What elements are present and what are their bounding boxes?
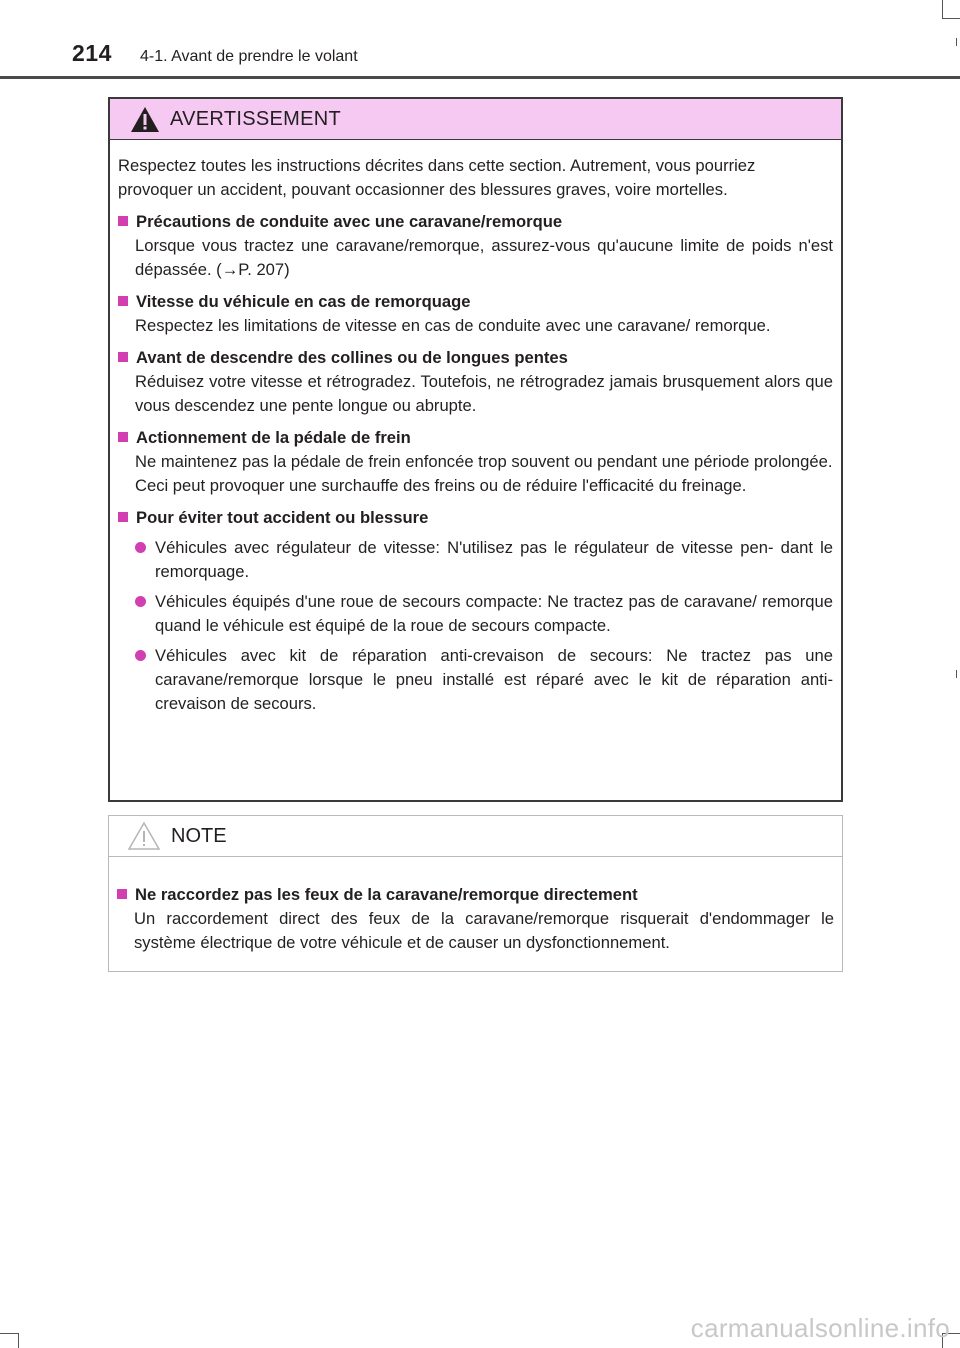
section-title: 4-1. Avant de prendre le volant (140, 48, 358, 65)
round-bullet-icon (135, 596, 146, 607)
crop-mark (942, 0, 943, 18)
warning-bullet: Véhicules équipés d'une roue de secours compacte: Ne tractez pas de caravane/ remorque quand le véhicule est équipé de la roue de secours compacte. (118, 590, 833, 638)
warning-header (110, 99, 841, 140)
square-bullet-icon (118, 296, 128, 306)
warning-text: Ceci peut provoquer une surchauffe des freins ou de réduire l'efficacité du freinage. (135, 476, 747, 495)
warning-heading: Vitesse du véhicule en cas de remorquage (118, 290, 833, 314)
warning-box (108, 97, 843, 802)
square-bullet-icon (118, 512, 128, 522)
square-bullet-icon (117, 889, 127, 899)
crop-mark (0, 1333, 18, 1334)
warning-bullet: Véhicules avec kit de réparation anti-crevaison de secours: Ne tractez pas une caravane/remorque lorsque le pneu installé est réparé avec le kit de réparation anti-crevaison de secours. (118, 644, 833, 716)
square-bullet-icon (118, 352, 128, 362)
square-bullet-icon (118, 216, 128, 226)
note-header (109, 816, 842, 857)
header-rule (0, 76, 960, 79)
round-bullet-icon (135, 650, 146, 661)
square-bullet-icon (118, 432, 128, 442)
warning-bullet: Véhicules avec régulateur de vitesse: N'utilisez pas le régulateur de vitesse pen- dant le remorquage. (118, 536, 833, 584)
warning-triangle-icon (130, 106, 160, 133)
warning-heading: Actionnement de la pédale de frein (118, 426, 833, 450)
caution-triangle-icon (127, 821, 161, 851)
warning-body (110, 140, 841, 716)
round-bullet-icon (135, 542, 146, 553)
warning-intro: Respectez toutes les instructions décrites dans cette section. Autrement, vous pourriez provoquer un accident, pouvant occasionner des blessures graves, voire mortelles. (118, 156, 756, 199)
crop-mark (956, 38, 957, 46)
note-body (109, 857, 842, 955)
warning-heading: Précautions de conduite avec une caravane/remorque (118, 210, 833, 234)
warning-text: Ne maintenez pas la pédale de frein enfoncée trop souvent ou pendant une période prolongée. (135, 452, 833, 471)
crop-mark (956, 670, 957, 678)
warning-heading: Pour éviter tout accident ou blessure (118, 506, 833, 530)
note-box (108, 815, 843, 972)
crop-mark (18, 1333, 19, 1348)
warning-title: AVERTISSEMENT (170, 107, 341, 130)
warning-text: Lorsque vous tractez une caravane/remorque, assurez-vous qu'aucune limite de poids n'est dépassée. (→P. 207) (135, 236, 833, 279)
watermark: carmanualsonline.info (690, 1313, 950, 1343)
note-title: NOTE (171, 824, 227, 847)
note-text: Un raccordement direct des feux de la caravane/remorque risquerait d'endommager le système électrique de votre véhicule et de causer un dysfonctionnement. (134, 909, 834, 952)
warning-heading: Avant de descendre des collines ou de longues pentes (118, 346, 833, 370)
page-number: 214 (72, 40, 112, 66)
crop-mark (942, 18, 960, 19)
warning-text: Respectez les limitations de vitesse en cas de conduite avec une caravane/ remorque. (135, 316, 771, 335)
warning-text: Réduisez votre vitesse et rétrogradez. Toutefois, ne rétrogradez jamais brusquement alors que vous descendez une pente longue ou abrupte. (135, 372, 833, 415)
note-heading: Ne raccordez pas les feux de la caravane/remorque directement (117, 883, 834, 907)
